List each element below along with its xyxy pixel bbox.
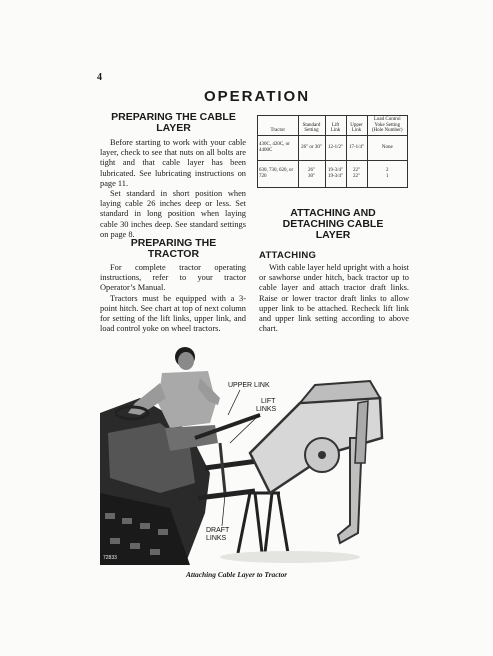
settings-table xyxy=(257,115,408,188)
heading-line: TRACTOR xyxy=(147,248,200,260)
heading-attaching-detaching xyxy=(257,208,409,241)
table-header-row xyxy=(258,116,408,136)
heading-preparing-cable-layer xyxy=(101,112,246,134)
table-row xyxy=(258,160,408,187)
cable-layer-instructions xyxy=(100,138,246,240)
attaching-photo xyxy=(100,343,386,565)
photo-number: 72833 xyxy=(103,555,117,561)
table-cell: 2 1 xyxy=(367,160,408,187)
table-cell: 22" 22" xyxy=(346,160,367,187)
heading-line: DETACHING CABLE xyxy=(282,218,384,230)
column-header: Lift Link xyxy=(325,116,346,136)
table-cell: 26" or 30" xyxy=(298,135,325,160)
paragraph: Tractors must be equipped with a 3-point hitch. See chart at top of next column for setting of the lift links, upper link, and load control yoke on wheel tractors. xyxy=(100,293,246,334)
callout-lift-links: LINKS xyxy=(256,406,277,413)
column-header: Load Control Yoke Setting (Hole Number) xyxy=(367,116,408,136)
column-header: Tractor xyxy=(258,116,299,136)
paragraph: Before starting to work with your cable layer, check to see that nuts on all bolts are tight and that cable layer has been lubricated. See lubricating instructions on page 11. xyxy=(100,138,246,188)
callout-lift-links: LIFT xyxy=(261,398,276,405)
table-cell: 430C, 420C, or 4400C xyxy=(258,135,299,160)
tractor-instructions xyxy=(100,263,246,334)
subheading-attaching: ATTACHING xyxy=(259,250,317,261)
heading-line: PREPARING THE xyxy=(130,237,217,249)
table-cell: 17-1/4" xyxy=(346,135,367,160)
heading-line: PREPARING THE CABLE xyxy=(111,111,236,123)
page-number: 4 xyxy=(97,72,102,83)
callout-upper-link: UPPER LINK xyxy=(228,382,270,389)
figure-caption: Attaching Cable Layer to Tractor xyxy=(186,570,288,579)
paragraph: Set standard in short position when laying cable 26 inches deep or less. Set standard in long position when laying cable 30 inches deep. See standard settings on page 8. xyxy=(100,189,246,239)
paragraph: With cable layer held upright with a hoist or sawhorse under hitch, back tractor up to cable layer and attach tractor draft links. Raise or lower tractor draft links to allow upper link to be attached. Recheck lift link and upper link setting according to above chart. xyxy=(259,263,409,334)
paragraph: For complete tractor operating instructions, refer to your tractor Operator’s Manual. xyxy=(100,263,246,293)
table-cell: 12-1/2" xyxy=(325,135,346,160)
table-cell: 19-3/4" 19-3/4" xyxy=(325,160,346,187)
table-cell: None xyxy=(367,135,408,160)
column-header: Standard Setting xyxy=(298,116,325,136)
heading-line: LAYER xyxy=(156,122,191,134)
heading-preparing-tractor xyxy=(101,238,246,260)
column-header: Upper Link xyxy=(346,116,367,136)
attaching-instructions xyxy=(259,263,409,334)
page-title: OPERATION xyxy=(204,88,311,105)
table-cell: 26" 30" xyxy=(298,160,325,187)
heading-line: ATTACHING AND xyxy=(290,207,376,219)
callout-draft-links: DRAFT xyxy=(206,527,230,534)
table-row xyxy=(258,135,408,160)
table-cell: 630, 730, 620, or 720 xyxy=(258,160,299,187)
heading-line: LAYER xyxy=(315,229,351,241)
callout-draft-links: LINKS xyxy=(206,535,227,542)
